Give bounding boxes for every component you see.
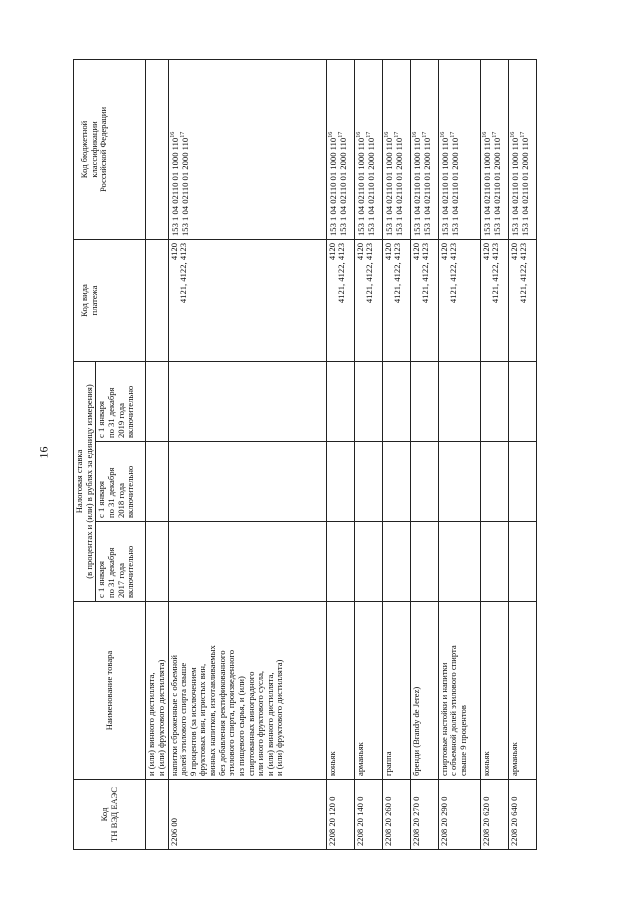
footnote-marker: 16 <box>383 131 390 138</box>
payment-code-line: 4120 <box>438 242 449 261</box>
cell-rate <box>354 522 382 602</box>
footnote-marker: 17 <box>491 131 498 138</box>
kbk-code: 153 1 04 02110 01 1000 110 <box>327 137 338 236</box>
kbk-line <box>422 63 432 236</box>
kbk-line <box>510 63 520 236</box>
header-period-2018: с 1 января по 31 декабря 2018 года включительно <box>96 442 146 522</box>
kbk-line <box>384 63 394 236</box>
header-period-2017: с 1 января по 31 декабря 2017 года включительно <box>96 522 146 602</box>
cell-rate <box>326 442 354 522</box>
cell-name <box>382 602 410 780</box>
cell-rate <box>168 361 326 441</box>
table-row <box>168 59 326 849</box>
cell-rate <box>508 442 536 522</box>
kbk-code: 153 1 04 02110 01 2000 110 <box>491 137 502 236</box>
cell-code: 2208 20 260 0 <box>382 780 410 850</box>
cell-rate <box>382 442 410 522</box>
name-line: 9 процентов (за исключением <box>187 667 198 776</box>
kbk-code: 153 1 04 02110 01 1000 110 <box>411 137 422 236</box>
cell-payment-code <box>438 239 480 361</box>
cell-code: 2206 00 <box>168 780 326 850</box>
cell-rate <box>410 442 438 522</box>
tax-rate-table <box>73 59 537 850</box>
cell-payment-code <box>480 239 508 361</box>
kbk-line <box>440 63 450 236</box>
kbk-code: 153 1 04 02110 01 1000 110 <box>509 137 520 236</box>
payment-code-line: 4120 <box>354 242 365 261</box>
name-line: и (или) винного дистиллята, <box>146 672 157 776</box>
name-line: свыше 9 процентов <box>457 705 468 776</box>
cell-kbk <box>354 59 382 239</box>
payment-code-line: 4120 <box>168 242 179 261</box>
table-row <box>480 59 508 849</box>
cell-code: 2208 20 140 0 <box>354 780 382 850</box>
footnote-marker: 17 <box>365 131 372 138</box>
cell-rate <box>438 442 480 522</box>
kbk-line <box>450 63 460 236</box>
footnote-marker: 16 <box>481 131 488 138</box>
kbk-line <box>412 63 422 236</box>
cell-payment-code <box>168 239 326 361</box>
payment-code-line: 4121, 4122, 4123 <box>392 242 403 304</box>
kbk-line <box>366 63 376 236</box>
kbk-code: 153 1 04 02110 01 2000 110 <box>179 137 190 236</box>
cell-rate <box>326 522 354 602</box>
kbk-line <box>328 63 338 236</box>
page-number: 16 <box>36 446 51 459</box>
payment-code-line: 4120 <box>382 242 393 261</box>
payment-code-line: 4121, 4122, 4123 <box>178 242 189 304</box>
cell-rate <box>410 522 438 602</box>
cell-rate <box>438 361 480 441</box>
name-line: этилового спирта, произведенного <box>226 649 237 776</box>
kbk-code: 153 1 04 02110 01 2000 110 <box>393 137 404 236</box>
name-line: коньяк <box>480 751 491 776</box>
cell-name <box>438 602 480 780</box>
cell-rate <box>508 361 536 441</box>
name-line: из пищевого сырья, и (или) <box>235 676 246 776</box>
footnote-marker: 17 <box>421 131 428 138</box>
table-row <box>438 59 480 849</box>
cell-rate <box>480 522 508 602</box>
payment-code-line: 4121, 4122, 4123 <box>336 242 347 304</box>
table-row <box>326 59 354 849</box>
cell-rate <box>168 442 326 522</box>
table-body <box>146 59 536 849</box>
cell-rate <box>480 361 508 441</box>
cell-rate <box>508 522 536 602</box>
cell-rate <box>146 522 168 602</box>
name-line: арманьяк <box>354 742 365 776</box>
footnote-marker: 17 <box>337 131 344 138</box>
kbk-code: 153 1 04 02110 01 1000 110 <box>481 137 492 236</box>
cell-kbk <box>326 59 354 239</box>
cell-rate <box>354 361 382 441</box>
kbk-line <box>170 63 180 236</box>
cell-rate <box>480 442 508 522</box>
kbk-code: 153 1 04 02110 01 1000 110 <box>169 137 180 236</box>
cell-payment-code <box>146 239 168 361</box>
header-kbk: Код бюджетной классификации Российской Федерации <box>74 59 146 239</box>
name-line: без добавления ректификованного <box>216 650 227 776</box>
header-payment-code: Код вида платежа <box>74 239 146 361</box>
kbk-code: 153 1 04 02110 01 2000 110 <box>337 137 348 236</box>
cell-code <box>146 780 168 850</box>
cell-name <box>168 602 326 780</box>
table-row <box>410 59 438 849</box>
name-line: спиртовые настойки и напитки <box>438 662 449 776</box>
cell-rate <box>382 522 410 602</box>
payment-code-line: 4120 <box>508 242 519 261</box>
name-line: и (или) винного дистиллята, <box>264 672 275 776</box>
kbk-line <box>356 63 366 236</box>
table-row <box>382 59 410 849</box>
footnote-marker: 17 <box>393 131 400 138</box>
cell-code: 2208 20 620 0 <box>480 780 508 850</box>
cell-payment-code <box>410 239 438 361</box>
footnote-marker: 17 <box>519 131 526 138</box>
cell-kbk <box>146 59 168 239</box>
footnote-marker: 17 <box>449 131 456 138</box>
cell-code: 2208 20 640 0 <box>508 780 536 850</box>
kbk-line <box>492 63 502 236</box>
cell-kbk <box>410 59 438 239</box>
cell-code: 2208 20 290 0 <box>438 780 480 850</box>
payment-code-line: 4120 <box>480 242 491 261</box>
footnote-marker: 16 <box>509 131 516 138</box>
name-line: коньяк <box>326 751 337 776</box>
name-line: винных напитков, изготавливаемых <box>207 645 217 776</box>
payment-code-line: 4121, 4122, 4123 <box>490 242 501 304</box>
cell-kbk <box>480 59 508 239</box>
kbk-code: 153 1 04 02110 01 1000 110 <box>439 137 450 236</box>
cell-rate <box>146 442 168 522</box>
cell-rate <box>168 522 326 602</box>
name-line: с объемной долей этилового спирта <box>448 645 459 776</box>
cell-kbk <box>168 59 326 239</box>
name-line: граппа <box>382 751 393 776</box>
cell-rate <box>410 361 438 441</box>
cell-code: 2208 20 270 0 <box>410 780 438 850</box>
kbk-line <box>394 63 404 236</box>
name-line: арманьяк <box>508 742 519 776</box>
header-code: Код ТН ВЭД ЕАЭС <box>74 780 146 850</box>
cell-payment-code <box>354 239 382 361</box>
payment-code-line: 4121, 4122, 4123 <box>420 242 431 304</box>
cell-kbk <box>382 59 410 239</box>
cell-rate <box>438 522 480 602</box>
footnote-marker: 16 <box>411 131 418 138</box>
kbk-line <box>482 63 492 236</box>
cell-rate <box>382 361 410 441</box>
cell-name <box>146 602 168 780</box>
name-line: и (или) фруктового дистиллята) <box>155 659 166 776</box>
name-line: долей этилового спирта свыше <box>178 662 189 776</box>
kbk-code: 153 1 04 02110 01 2000 110 <box>519 137 530 236</box>
name-line: фруктовых вин, игристых вин, <box>197 663 208 776</box>
footnote-marker: 16 <box>439 131 446 138</box>
cell-name <box>508 602 536 780</box>
kbk-code: 153 1 04 02110 01 1000 110 <box>383 137 394 236</box>
payment-code-line: 4121, 4122, 4123 <box>364 242 375 304</box>
payment-code-line: 4121, 4122, 4123 <box>448 242 459 304</box>
table-row <box>508 59 536 849</box>
kbk-line <box>520 63 530 236</box>
kbk-line <box>180 63 190 236</box>
kbk-code: 153 1 04 02110 01 2000 110 <box>365 137 376 236</box>
cell-name <box>480 602 508 780</box>
kbk-line <box>338 63 348 236</box>
cell-name <box>354 602 382 780</box>
footnote-marker: 16 <box>327 131 334 138</box>
kbk-code: 153 1 04 02110 01 1000 110 <box>355 137 366 236</box>
name-line: бренди (Brandy de Jerez) <box>410 686 421 776</box>
cell-code: 2208 20 120 0 <box>326 780 354 850</box>
footnote-marker: 16 <box>169 131 176 138</box>
cell-name <box>410 602 438 780</box>
rotated-table-container <box>73 60 533 850</box>
name-line: и (или) фруктового дистиллята) <box>274 659 285 776</box>
name-line: напитки сброженные с объемной <box>168 654 179 776</box>
payment-code-line: 4120 <box>410 242 421 261</box>
cell-kbk <box>438 59 480 239</box>
payment-code-line: 4121, 4122, 4123 <box>518 242 529 304</box>
name-line: спиртованных виноградного <box>245 671 256 776</box>
footnote-marker: 16 <box>355 131 362 138</box>
cell-rate <box>326 361 354 441</box>
header-period-2019: с 1 января по 31 декабря 2019 года включительно <box>96 361 146 441</box>
name-line: или иного фруктового сусла, <box>255 670 266 776</box>
footnote-marker: 17 <box>179 131 186 138</box>
table-row <box>146 59 168 849</box>
cell-payment-code <box>326 239 354 361</box>
kbk-code: 153 1 04 02110 01 2000 110 <box>449 137 460 236</box>
cell-kbk <box>508 59 536 239</box>
cell-payment-code <box>508 239 536 361</box>
cell-rate <box>354 442 382 522</box>
header-rate: Налоговая ставка (в процентах и (или) в рублях за единицу измерения) <box>74 361 96 601</box>
cell-name <box>326 602 354 780</box>
payment-code-line: 4120 <box>326 242 337 261</box>
header-name: Наименование товара <box>74 602 146 780</box>
cell-payment-code <box>382 239 410 361</box>
cell-rate <box>146 361 168 441</box>
table-row <box>354 59 382 849</box>
kbk-code: 153 1 04 02110 01 2000 110 <box>421 137 432 236</box>
